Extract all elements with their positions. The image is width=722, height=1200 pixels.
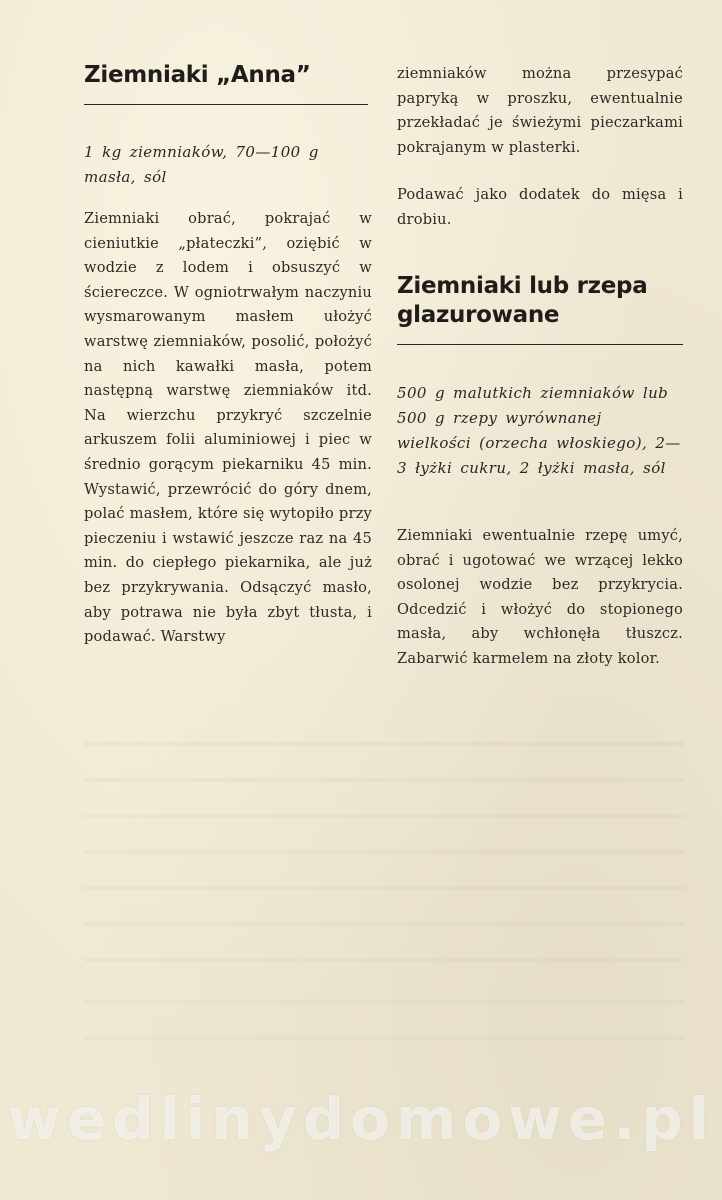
ingredients-glazed: 500 g malutkich ziemniaków lub 500 g rzepy wyrównanej wielkości (orzecha włoskiego), 2—3 łyżki cukru, 2 łyżki masła, sól <box>397 384 681 477</box>
bleed-through-line <box>84 742 684 746</box>
serving-suggestion: Podawać jako dodatek do mięsa i drobiu. <box>397 186 683 228</box>
title-rule <box>84 104 368 105</box>
bleed-through-line <box>84 1000 684 1004</box>
recipe-title-glazed: Ziemniaki lub rzepa glazurowane <box>397 273 648 328</box>
title-rule <box>397 344 683 345</box>
watermark: wedlinydomowe.pl <box>7 1085 715 1153</box>
bleed-through-line <box>84 850 684 854</box>
bleed-through-line <box>84 778 684 782</box>
instructions-anna: Ziemniaki obrać, pokrajać w cieniutkie „płateczki”, oziębić w wodzie z lodem i obsuszyć w ściereczce. W ogniotrwałym naczyniu wysmarowanym masłem ułożyć warstwę ziemniaków, posolić, położyć na nich kawałki masła, potem następną warstwę ziemniaków itd. Na wierzchu przykryć szczelnie arkuszem folii aluminiowej i piec w średnio gorącym piekarniku 45 min. Wystawić, przewrócić do góry dnem, polać masłem, które się wytopiło przy pieczeniu i wstawić jeszcze raz na 45 min. do ciepłego piekarnika, ale już bez przykrywania. Odsączyć masło, aby potrawa nie była zbyt tłusta, i podawać. Warstwy <box>84 210 372 646</box>
bleed-through-line <box>84 922 684 926</box>
bleed-through-line <box>84 814 684 818</box>
recipe-title-anna: Ziemniaki „Anna” <box>84 62 311 88</box>
ingredients-anna: 1 kg ziemniaków, 70—100 g masła, sól <box>84 143 319 186</box>
instructions-anna-continued: ziemniaków można przesypać papryką w proszku, ewentualnie przekładać je świeżymi pieczarkami pokrajanym w plasterki. <box>397 65 683 156</box>
instructions-glazed: Ziemniaki ewentualnie rzepę umyć, obrać i ugotować we wrzącej lekko osolonej wodzie bez przykrycia. Odcedzić i włożyć do stopionego masła, aby wchłonęła tłuszcz. Zabarwić karmelem na złoty kolor. <box>397 527 683 667</box>
bleed-through-line <box>84 958 684 962</box>
bleed-through-line <box>84 1036 684 1040</box>
bleed-through-line <box>84 886 684 890</box>
